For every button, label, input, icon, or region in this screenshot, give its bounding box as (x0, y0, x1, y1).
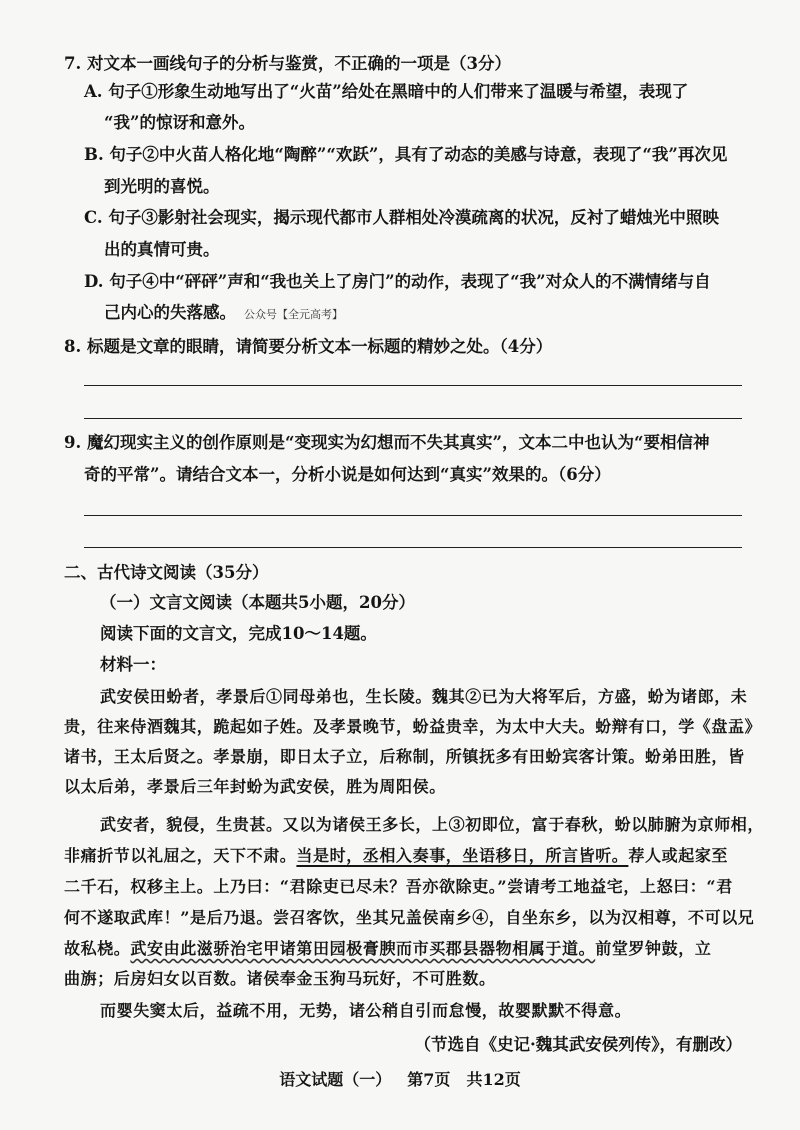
passage-p2-line5-c: 前堂罗钟鼓，立 (595, 939, 712, 958)
passage-p1-line2: 贵，往来侍酒魏其，跪起如子姓。及孝景晚节，蚡益贵幸，为太中大夫。蚡辩有口，学《盘盂》 (64, 717, 762, 736)
q8-stem: 8. 标题是文章的眼睛，请简要分析文本一标题的精妙之处。（4分） (64, 337, 553, 356)
section2-instruction: 阅读下面的文言文，完成10～14题。 (100, 624, 377, 643)
q9-answer-line-1[interactable] (84, 515, 742, 516)
passage-p2-line2 (64, 845, 728, 867)
q7-option-d-line2-text: 己内心的失落感。 (104, 303, 236, 322)
passage-p2-line4: 何不遂取武库！”是后乃退。尝召客饮，坐其兄盖侯南乡④，自坐东乡，以为汉相尊，不可以兄 (64, 908, 755, 927)
footer-total-pages: 共12页 (466, 1070, 521, 1089)
passage-p1-line3: 诸书，王太后贤之。孝景崩，即日太子立，后称制，所镇抚多有田蚡宾客计策。蚡弟田胜，皆 (64, 747, 745, 766)
passage-p2-line3: 二千石，权移主上。上乃曰：“君除吏已尽未？吾亦欲除吏。”尝请考工地益宅，上怒曰：“君 (64, 877, 733, 896)
q7-option-b-line2: 到光明的喜悦。 (104, 177, 220, 196)
passage-p2-line2-c: 荐人或起家至 (628, 846, 729, 865)
passage-p2-line6: 曲旃；后房妇女以百数。诸侯奉金玉狗马玩好，不可胜数。 (64, 969, 496, 988)
page-footer (0, 1067, 800, 1090)
q9-answer-line-2[interactable] (84, 547, 742, 548)
material-one-label: 材料一： (100, 655, 166, 674)
q7-option-b-line1: B. 句子②中火苗人格化地“陶醉”“欢跃”，具有了动态的美感与诗意，表现了“我”再次见 (84, 145, 728, 164)
q7-option-c-line1: C. 句子③影射社会现实，揭示现代都市人群相处冷漠疏离的状况，反衬了蜡烛光中照映 (84, 208, 719, 227)
section2-subtitle: （一）文言文阅读（本题共5小题，20分） (100, 593, 415, 612)
footer-title: 语文试题（一） (279, 1070, 392, 1089)
q9-stem-line1: 9. 魔幻现实主义的创作原则是“变现实为幻想而不失其真实”，文本二中也认为“要相信神 (64, 433, 710, 452)
q7-option-a-line1: A. 句子①形象生动地写出了“火苗”给处在黑暗中的人们带来了温暖与希望，表现了 (84, 82, 689, 101)
passage-p2-line1: 武安者，貌侵，生贵甚。又以为诸侯王多长，上③初即位，富于春秋，蚡以肺腑为京师相， (100, 815, 765, 834)
q9-stem-line2: 奇的平常”。请结合文本一，分析小说是如何达到“真实”效果的。（6分） (84, 465, 611, 484)
passage-p2-line5-a: 故私桡。 (64, 939, 131, 958)
q7-option-d-line1: D. 句子④中“砰砰”声和“我也关上了房门”的动作，表现了“我”对众人的不满情绪与自 (84, 272, 711, 291)
q7-option-d-line2 (104, 302, 343, 326)
q7-stem: 7. 对文本一画线句子的分析与鉴赏，不正确的一项是（3分） (64, 54, 511, 73)
passage-p1-line1: 武安侯田蚡者，孝景后①同母弟也，生长陵。魏其②已为大将军后，方盛，蚡为诸郎，未 (100, 687, 748, 706)
passage-p1-line4: 以太后弟，孝景后三年封蚡为武安侯，胜为周阳侯。 (64, 777, 446, 796)
section2-title: 二、古代诗文阅读（35分） (64, 563, 269, 582)
passage-p2-line2-a: 非痛折节以礼屈之，天下不肃。 (64, 846, 297, 865)
underlined-sentence-1: 当是时，丞相入奏事，坐语移日，所言皆听。 (296, 846, 629, 865)
q8-answer-line-2[interactable] (84, 418, 742, 419)
q7-option-a-line2: “我”的惊讶和意外。 (104, 113, 255, 132)
passage-source: （节选自《史记·魏其武安侯列传》，有删改） (414, 1035, 742, 1054)
q7-option-c-line2: 出的真情可贵。 (104, 240, 220, 259)
footer-page-number: 第7页 (407, 1070, 451, 1089)
wavy-underlined-sentence: 武安由此滋骄治宅甲诸第田园极膏腴而市买郡县器物相属于道。 (130, 939, 596, 958)
q8-answer-line-1[interactable] (84, 385, 742, 386)
watermark-text: 公众号【全元高考】 (244, 308, 343, 321)
passage-p3: 而婴失窦太后，益疏不用，无势，诸公稍自引而怠慢，故婴默默不得意。 (100, 1001, 632, 1020)
passage-p2-line5 (64, 938, 711, 960)
